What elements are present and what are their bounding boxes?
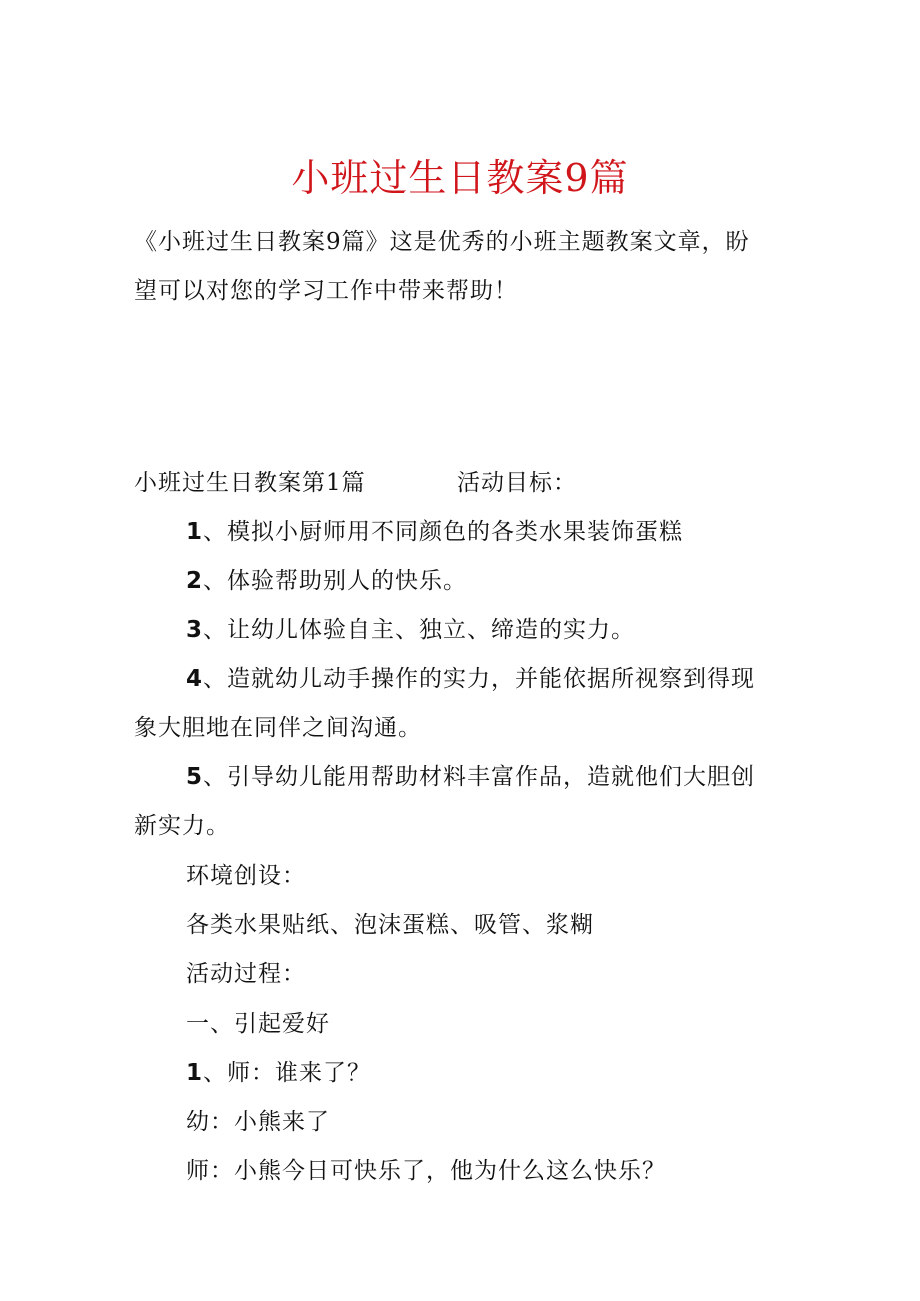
- goal-item-2: [186, 565, 467, 597]
- goal-item-3: [186, 614, 635, 646]
- goal-item-4: [186, 663, 755, 695]
- goal-number: 5: [186, 764, 204, 790]
- environment-label: 环境创设：: [186, 863, 306, 889]
- goal-text: 、造就幼儿动手操作的实力，并能依据所视察到得现: [203, 666, 756, 692]
- dialogue-line-3: 师：小熊今日可快乐了，他为什么这么快乐？: [186, 1158, 666, 1184]
- dialogue-line-2: 幼：小熊来了: [186, 1109, 330, 1135]
- goal-text: 、引导幼儿能用帮助材料丰富作品，造就他们大胆创: [203, 764, 756, 790]
- dialogue-text: 、师：谁来了？: [203, 1060, 372, 1086]
- goal-number: 1: [186, 519, 204, 545]
- goal-text: 、模拟小厨师用不同颜色的各类水果装饰蛋糕: [203, 519, 684, 545]
- environment-items: 各类水果贴纸、泡沫蛋糕、吸管、浆糊: [186, 912, 594, 938]
- step1-heading: 一、引起爱好: [186, 1011, 330, 1037]
- goal-number: 4: [186, 666, 204, 692]
- section-heading: 小班过生日教案第1篇: [134, 470, 366, 496]
- dialogue-number: 1: [186, 1060, 204, 1086]
- goal-item-1: [186, 516, 683, 548]
- dialogue-line-1: [186, 1057, 371, 1089]
- intro-line-1: 《小班过生日教案9篇》这是优秀的小班主题教案文章，盼: [134, 229, 750, 255]
- goal-text: 、体验帮助别人的快乐。: [203, 568, 468, 594]
- goal-item-4-continued: 象大胆地在同伴之间沟通。: [134, 715, 422, 741]
- intro-line-2: 望可以对您的学习工作中带来帮助！: [134, 278, 518, 304]
- goals-label: 活动目标：: [457, 470, 577, 496]
- page-title: 小班过生日教案9篇: [291, 156, 629, 200]
- process-label: 活动过程：: [186, 961, 306, 987]
- goal-text: 、让幼儿体验自主、独立、缔造的实力。: [203, 617, 636, 643]
- goal-number: 2: [186, 568, 204, 594]
- goal-number: 3: [186, 617, 204, 643]
- goal-item-5: [186, 761, 755, 793]
- goal-item-5-continued: 新实力。: [134, 813, 230, 839]
